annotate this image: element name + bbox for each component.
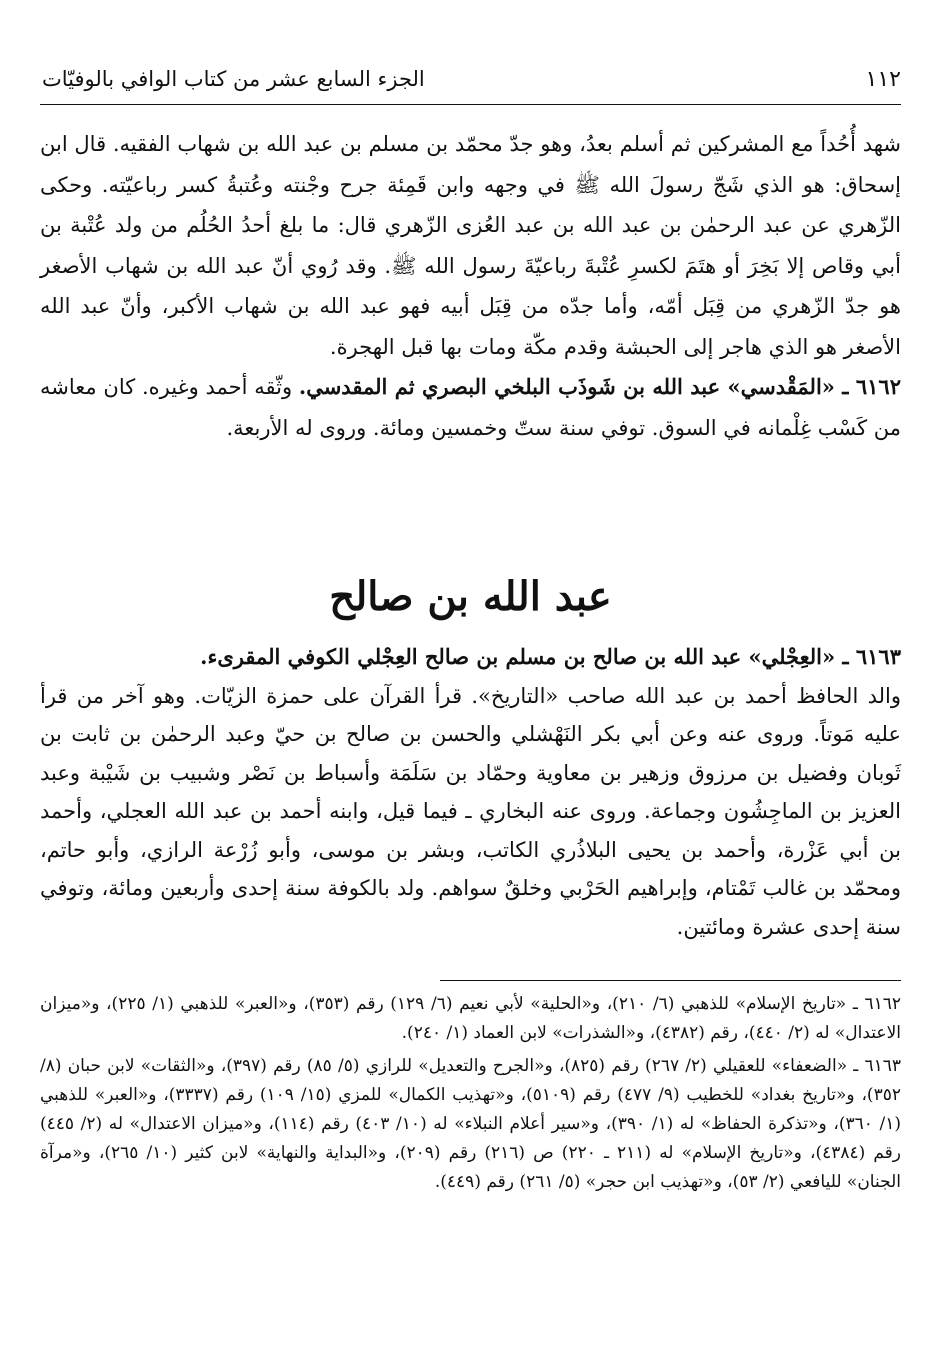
main-text-bottom <box>40 638 901 946</box>
continuation-paragraph: شهد أُحُداً مع المشركين ثم أسلم بعدُ، وهو جدّ محمّد بن مسلم بن عبد الله بن شهاب الفقيه. قال ابن إسحاق: هو الذي شَجّ رسولَ الله ﷺ في وجهه وابن قَمِئة جرح وجْنته وعُتبةُ كسر رباعيّته. وحكى الزّهري عن عبد الرحمٰن بن عبد الله بن عبد العُزى الزّهري قال: ما بلغ أحدُ الحُلُم من ولد عُتْبة بن أبي وقاص إلا بَخِرَ أو هتَمَ لكسرِ عُتْبةَ رباعيّةَ رسول الله ﷺ. وقد رُوي أنّ عبد الله بن شهاب الأصغر هو جدّ الزّهري من قِبَل أمّه، وأما جدّه من قِبَل أبيه فهو عبد الله بن شهاب الأكبر، وأنّ عبد الله الأصغر هو الذي هاجر إلى الحبشة وقدم مكّة ومات بها قبل الهجرة. <box>40 132 901 359</box>
main-text-top <box>40 124 901 448</box>
entry-6162-text: وثّقه أحمد وغيره. كان معاشه من كَسْب غِلْمانه في السوق. توفي سنة ستّ وخمسين ومائة. وروى له الأربعة. <box>40 375 901 440</box>
entry-6162 <box>40 367 901 448</box>
section-title: عبد الله بن صالح <box>329 573 612 620</box>
header-divider <box>40 104 901 105</box>
entry-6163-head: ٦١٦٣ ـ «العِجْلي» عبد الله بن صالح بن مسلم بن صالح العِجْلي الكوفي المقرىء. <box>200 644 901 669</box>
running-title: الجزء السابع عشر من كتاب الوافي بالوفيّات <box>42 67 425 91</box>
entry-6163-text: والد الحافظ أحمد بن عبد الله صاحب «التاريخ». قرأ القرآن على حمزة الزيّات. وهو آخر من قرأ عليه مَوتاً. وروى عنه وعن أبي بكر النَهْشلي والحسن بن صالح بن حيّ وعبد الرحمٰن بن ثابت بن ثَوبان وفضيل بن مرزوق وزهير بن معاوية وحمّاد بن سَلَمَة وأسباط بن نَصْر وشبيب بن شَيْبة وعبد العزيز بن الماجِشُون وجماعة. وروى عنه البخاري ـ فيما قيل، وابنه أحمد بن عبد الله العجلي، وأحمد بن أبي عَزْرة، وأحمد بن يحيى البلاذُري الكاتب، وبشر بن موسى، وأبو زُرْعة الرازي، وأبو حاتم، ومحمّد بن غالب تَمْتام، وإبراهيم الحَرْبي وخلقٌ سواهم. ولد بالكوفة سنة إحدى وأربعين ومائة، وتوفي سنة إحدى عشرة ومائتين. <box>40 683 901 939</box>
footnote-divider <box>440 980 901 981</box>
page-number: ١١٢ <box>865 66 901 92</box>
footnote-6163: ٦١٦٣ ـ «الضعفاء» للعقيلي (٢/ ٢٦٧) رقم (٨٢٥)، و«الجرح والتعديل» للرازي (٥/ ٨٥) رقم (٣٩٧)، و«الثقات» لابن حبان (٨/ ٣٥٢)، و«تاريخ بغداد» للخطيب (٩/ ٤٧٧) رقم (٥١٠٩)، و«تهذيب الكمال» للمزي (١٥/ ١٠٩) رقم (٣٣٣٧)، و«العبر» للذهبي (١/ ٣٦٠)، و«تذكرة الحفاظ» له (١/ ٣٩٠)، و«سير أعلام النبلاء» له (١٠/ ٤٠٣) رقم (١١٤)، و«ميزان الاعتدال» له (٢/ ٤٤٥) رقم (٤٣٨٤)، و«تاريخ الإسلام» له (٢١١ ـ ٢٢٠) ص (٢١٦) رقم (٢٠٩)، و«البداية والنهاية» لابن كثير (١٠/ ٢٦٥)، و«مرآة الجنان» لليافعي (٢/ ٥٣)، و«تهذيب ابن حجر» (٥/ ٢٦١) رقم (٤٤٩). <box>40 1056 902 1192</box>
footnotes <box>40 990 901 1201</box>
footnote-6162: ٦١٦٢ ـ «تاريخ الإسلام» للذهبي (٦/ ٢١٠)، و«الحلية» لأبي نعيم (٦/ ١٢٩) رقم (٣٥٣)، و«العبر» للذهبي (١/ ٢٢٥)، و«ميزان الاعتدال» له (٢/ ٤٤٠)، رقم (٤٣٨٢)، و«الشذرات» لابن العماد (١/ ٢٤٠). <box>40 994 901 1043</box>
entry-6162-head: ٦١٦٢ ـ «المَقْدسي» عبد الله بن شَوذَب البلخي البصري ثم المقدسي. <box>298 374 901 399</box>
page-header <box>42 58 901 100</box>
